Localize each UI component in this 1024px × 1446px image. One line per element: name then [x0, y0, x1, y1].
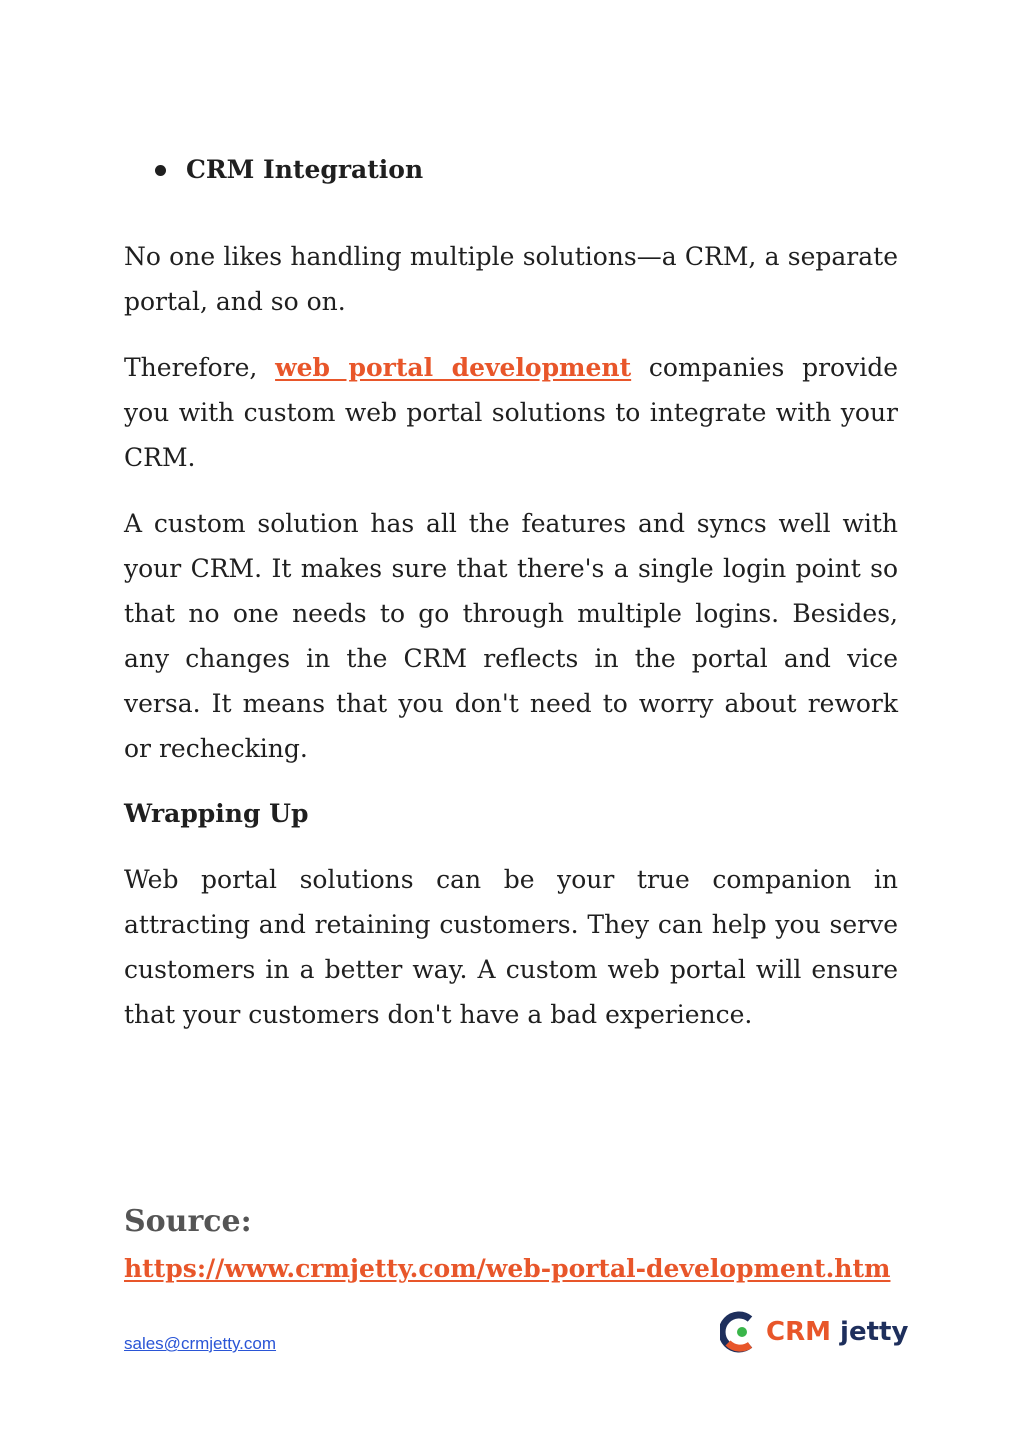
crmjetty-logo: [720, 1306, 908, 1358]
paragraph-custom-solution: A custom solution has all the features and syncs well with your CRM. It makes sure that there's a single login point so that no one needs to go through multiple logins. Besides, any changes in the CRM reflects in the portal and vice versa. It means that you don't need to worry about rework or rechecking.: [124, 509, 898, 763]
paragraph-web-portal-lead: Therefore,: [124, 353, 276, 382]
source-label: Source:: [124, 1204, 252, 1239]
wrapping-up-heading: Wrapping Up: [124, 799, 309, 828]
logo-crm-text: CRM: [766, 1317, 831, 1347]
sales-email-link[interactable]: sales@crmjetty.com: [124, 1334, 277, 1353]
web-portal-development-link[interactable]: web portal development: [275, 353, 632, 382]
logo-wordmark: [766, 1306, 908, 1358]
logo-jetty-text: jetty: [840, 1317, 909, 1347]
bullet-item-crm-integration: [155, 152, 423, 188]
paragraph-web-portal-tail: companies provide you with custom web portal solutions to integrate with your CRM.: [124, 353, 898, 472]
paragraph-intro: No one likes handling multiple solutions—a CRM, a separate portal, and so on.: [124, 242, 898, 316]
paragraph-web-portal: [124, 345, 898, 480]
crmjetty-logo-icon: [720, 1310, 756, 1354]
bullet-dot-icon: [155, 165, 166, 176]
source-url-link[interactable]: https://www.crmjetty.com/web-portal-development.htm: [124, 1254, 891, 1283]
section-title: CRM Integration: [186, 155, 424, 184]
paragraph-wrapping-up: Web portal solutions can be your true companion in attracting and retaining customers. They can help you serve customers in a better way. A custom web portal will ensure that your customers don't have a bad experience.: [124, 865, 898, 1029]
